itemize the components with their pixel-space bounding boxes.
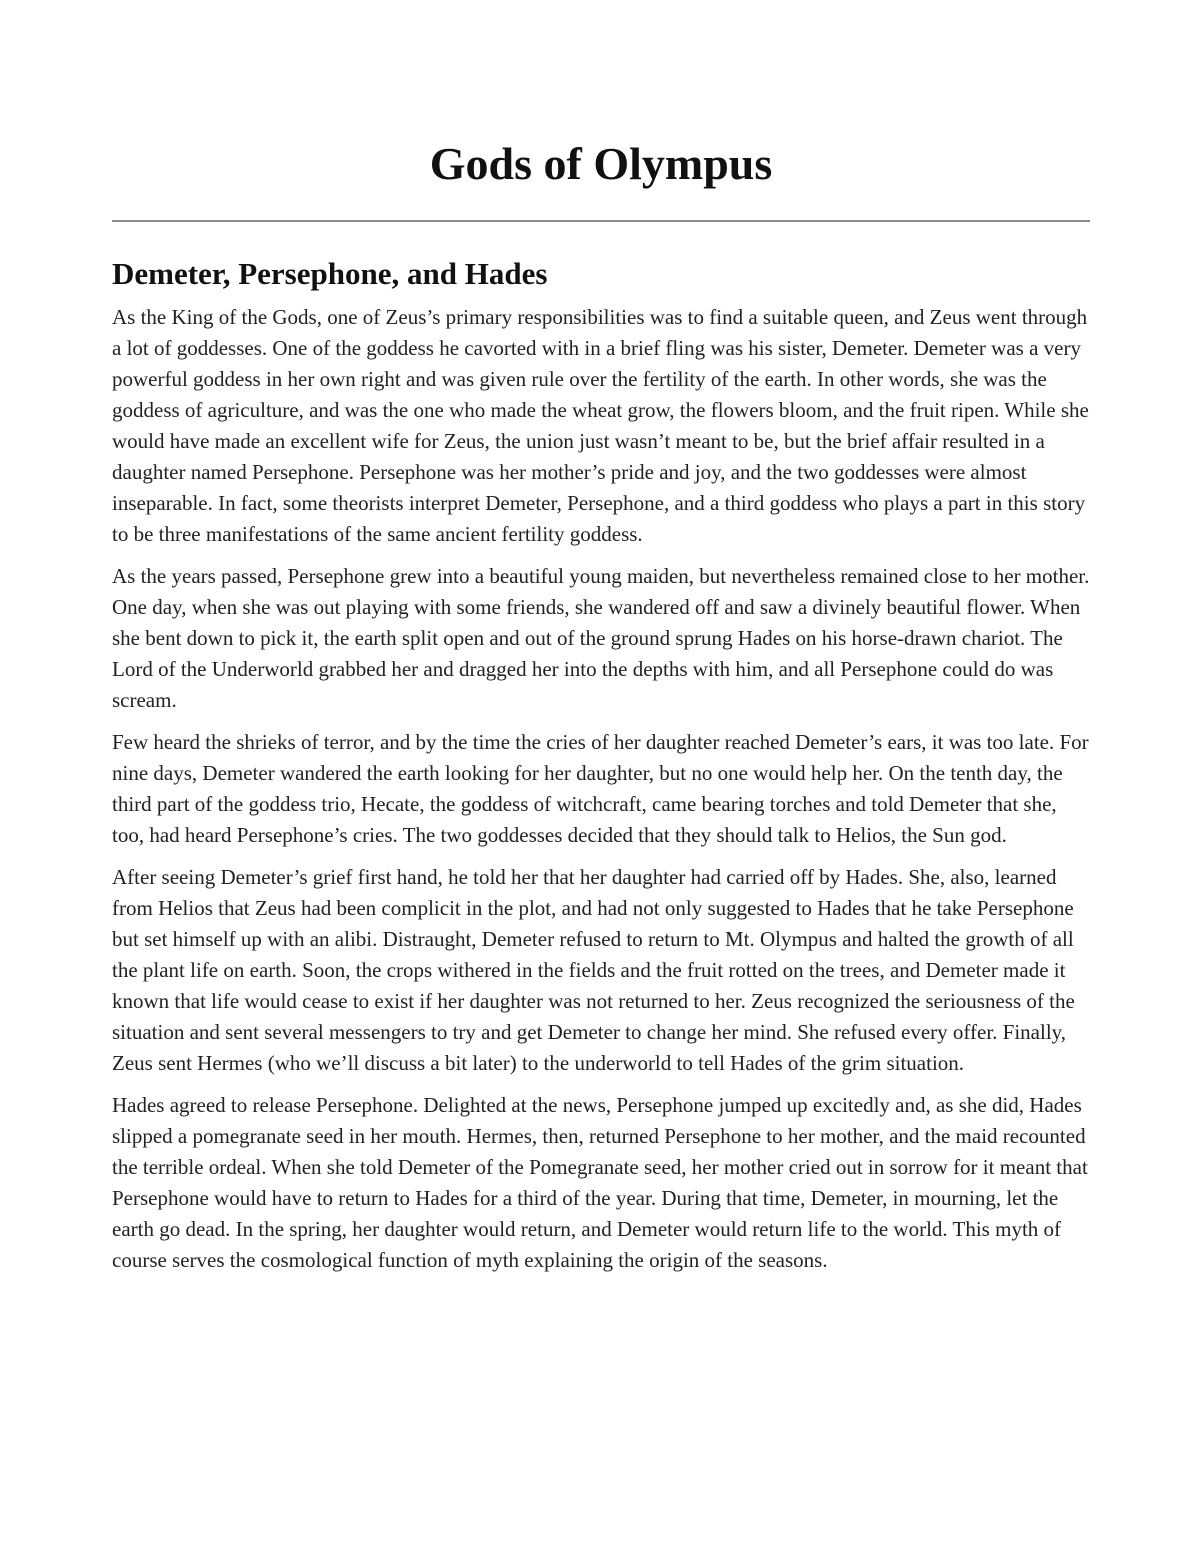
section-demeter-persephone-hades xyxy=(112,252,1090,1287)
paragraph-2: As the years passed, Persephone grew into a beautiful young maiden, but nevertheless remained close to her mother. One day, when she was out playing with some friends, she wandered off and saw a divinely beautiful flower. When she bent down to pick it, the earth split open and out of the ground sprung Hades on his horse-drawn chariot. The Lord of the Underworld grabbed her and dragged her into the depths with him, and all Persephone could do was scream. xyxy=(112,564,1090,712)
paragraph-5: Hades agreed to release Persephone. Delighted at the news, Persephone jumped up excitedly and, as she did, Hades slipped a pomegranate seed in her mouth. Hermes, then, returned Persephone to her mother, and the maid recounted the terrible ordeal. When she told Demeter of the Pomegranate seed, her mother cried out in sorrow for it meant that Persephone would have to return to Hades for a third of the year. During that time, Demeter, in mourning, let the earth go dead. In the spring, her daughter would return, and Demeter would return life to the world. This myth of course serves the cosmological function of myth explaining the origin of the seasons. xyxy=(112,1093,1088,1272)
paragraph-1: As the King of the Gods, one of Zeus’s primary responsibilities was to find a suitable queen, and Zeus went through a lot of goddesses. One of the goddess he cavorted with in a brief fling was his sister, Demeter. Demeter was a very powerful goddess in her own right and was given rule over the fertility of the earth. In other words, she was the goddess of agriculture, and was the one who made the wheat grow, the flowers bloom, and the fruit ripen. While she would have made an excellent wife for Zeus, the union just wasn’t meant to be, but the brief affair resulted in a daughter named Persephone. Persephone was her mother’s pride and joy, and the two goddesses were almost inseparable. In fact, some theorists interpret Demeter, Persephone, and a third goddess who plays a part in this story to be three manifestations of the same ancient fertility goddess. xyxy=(112,305,1089,546)
document-title: Gods of Olympus xyxy=(429,138,773,189)
paragraph-4: After seeing Demeter’s grief first hand, he told her that her daughter had carried off by Hades. She, also, learned from Helios that Zeus had been complicit in the plot, and had not only suggested to Hades that he take Persephone but set himself up with an alibi. Distraught, Demeter refused to return to Mt. Olympus and halted the growth of all the plant life on earth. Soon, the crops withered in the fields and the fruit rotted on the trees, and Demeter made it known that life would cease to exist if her daughter was not returned to her. Zeus recognized the seriousness of the situation and sent several messengers to try and get Demeter to change her mind. She refused every offer. Finally, Zeus sent Hermes (who we’ll discuss a bit later) to the underworld to tell Hades of the grim situation. xyxy=(112,865,1075,1075)
title-divider xyxy=(112,220,1090,222)
section-heading: Demeter, Persephone, and Hades xyxy=(112,256,548,291)
paragraph-3: Few heard the shrieks of terror, and by the time the cries of her daughter reached Demeter’s ears, it was too late. For nine days, Demeter wandered the earth looking for her daughter, but no one would help her. On the tenth day, the third part of the goddess trio, Hecate, the goddess of witchcraft, came bearing torches and told Demeter that she, too, had heard Persephone’s cries. The two goddesses decided that they should talk to Helios, the Sun god. xyxy=(112,730,1089,847)
